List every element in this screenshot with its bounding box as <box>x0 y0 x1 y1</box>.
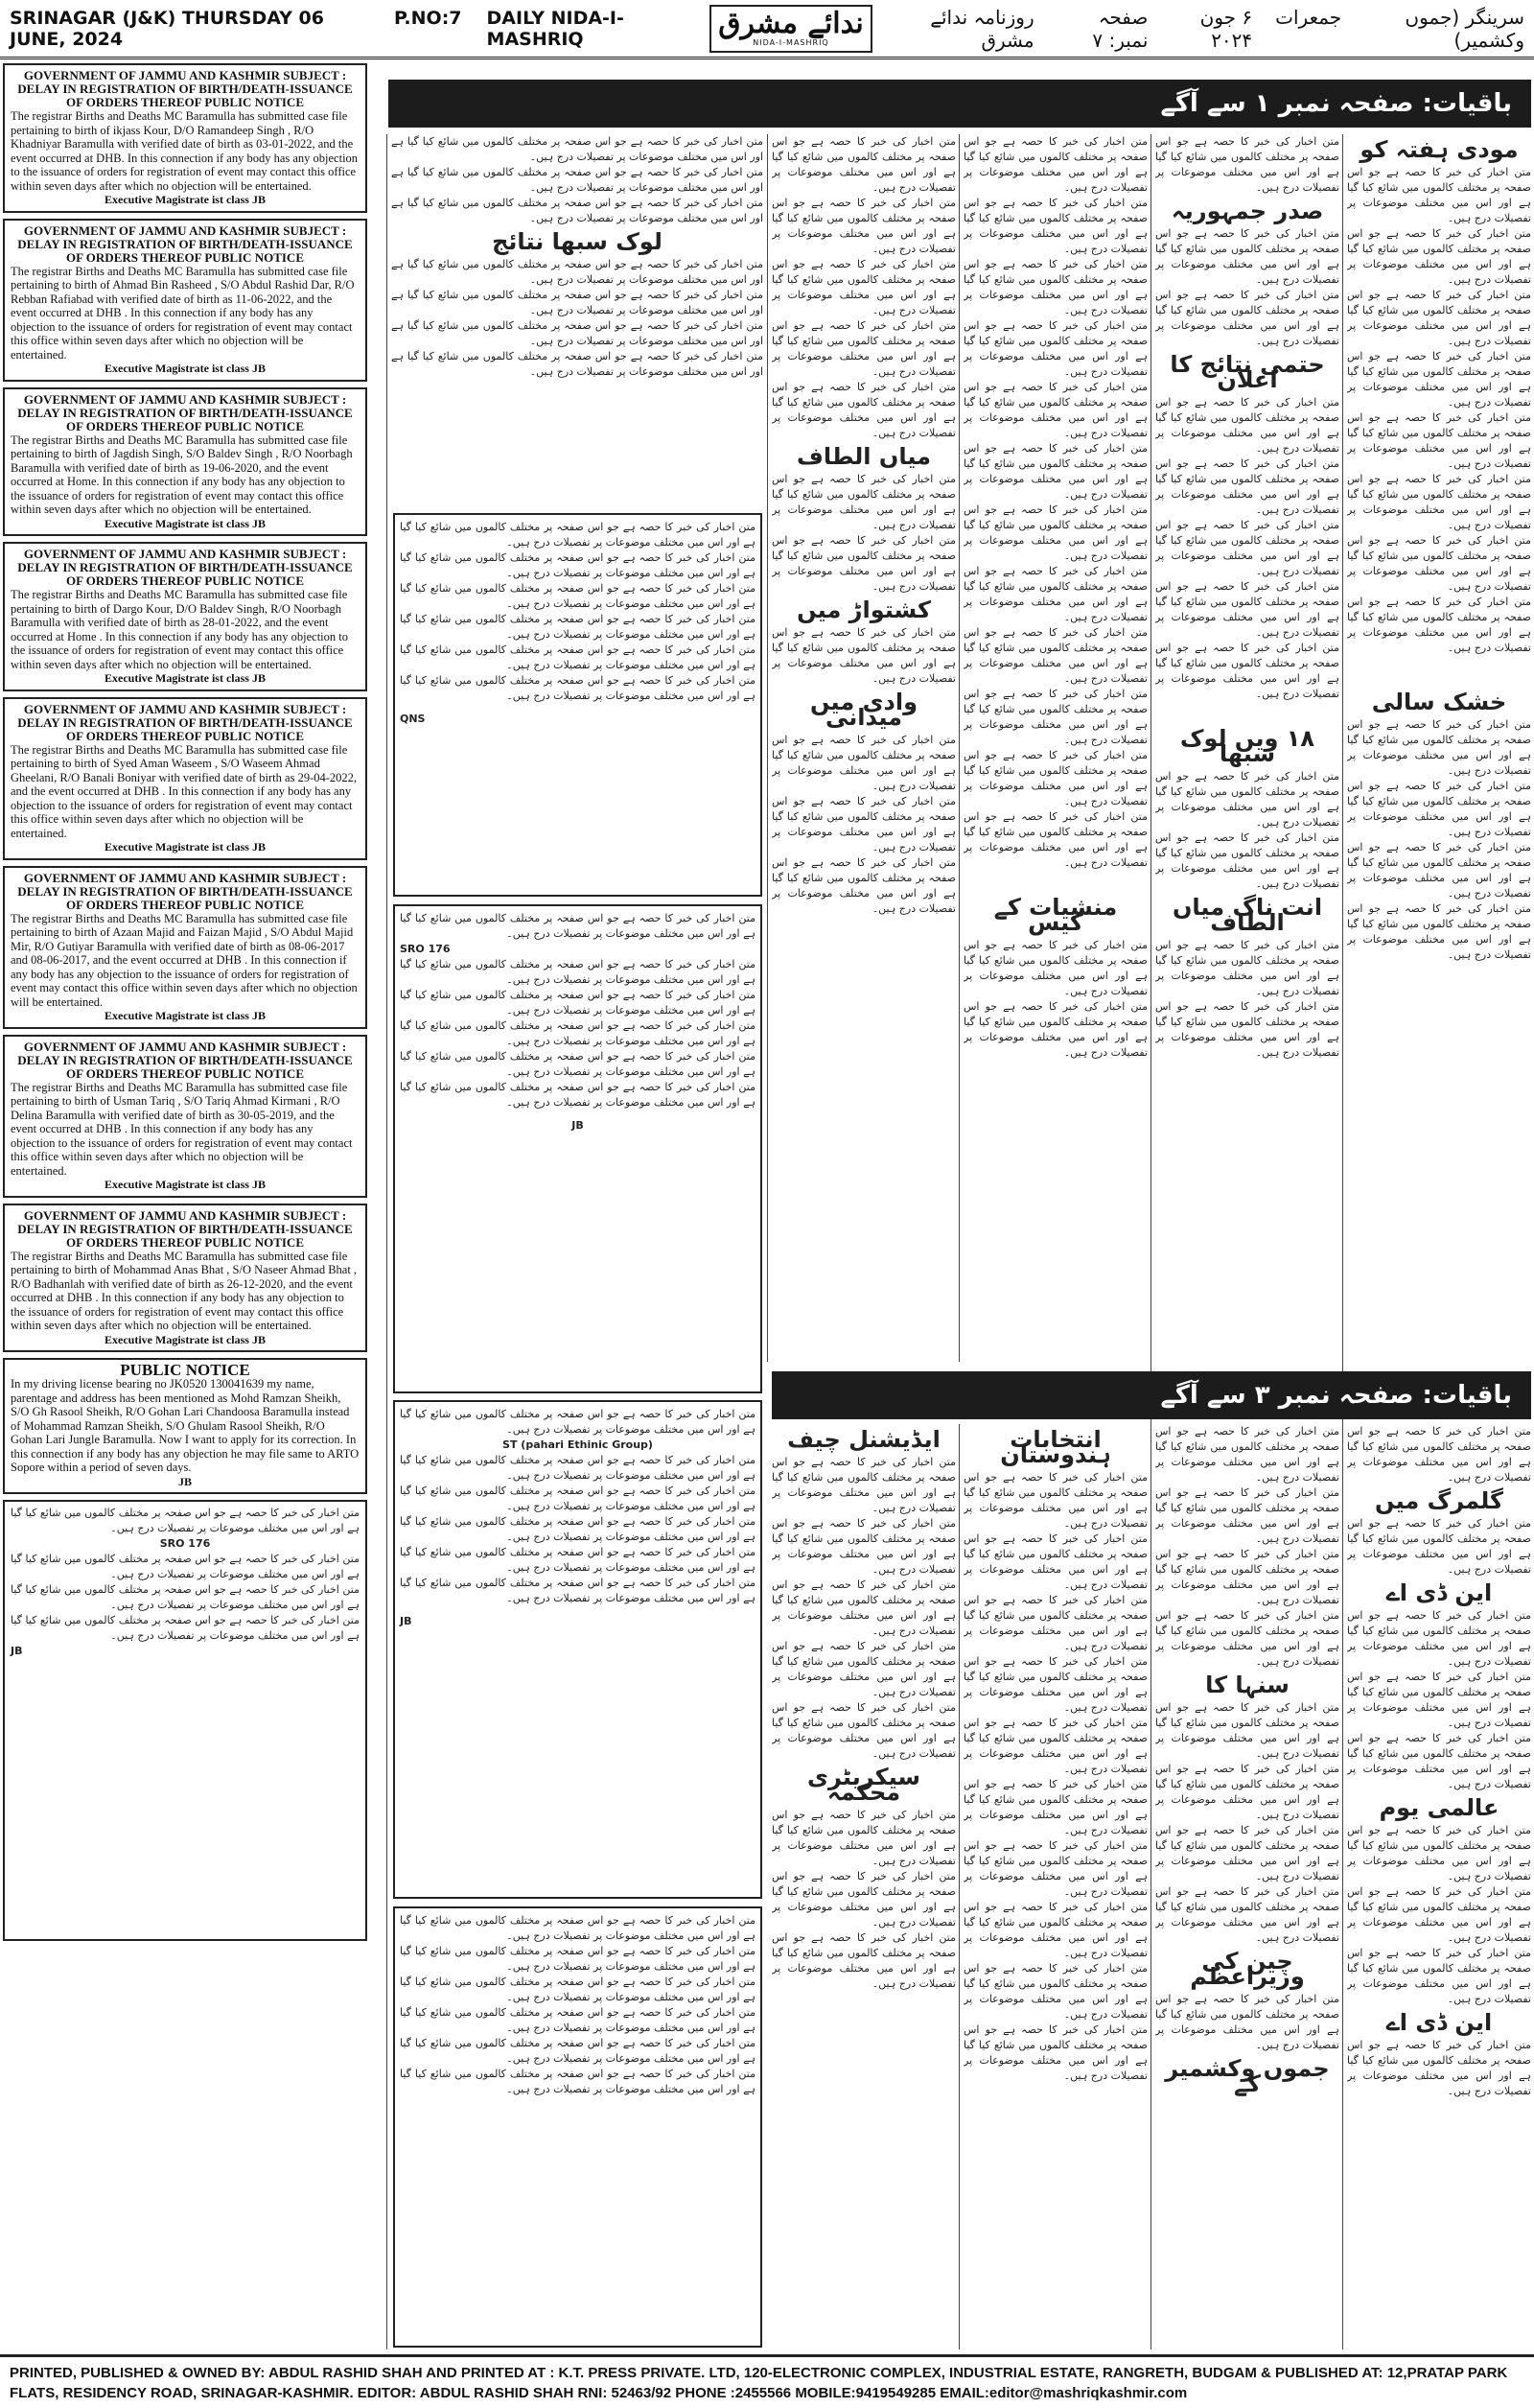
column-rule <box>1342 134 1343 2350</box>
notice-heading: GOVERNMENT OF JAMMU AND KASHMIR SUBJECT : DELAY IN REGISTRATION OF BIRTH/DEATH-ISSUANCE OF ORDERS THEREOF PUBLIC NOTICE <box>17 547 353 588</box>
urdu-text: متن اخبار کی خبر کا حصہ ہے جو اس صفحہ پر مختلف کالموں میں شائع کیا گیا ہے اور اس میں مختلف موضوعات پر تفصیلات درج ہیں۔ <box>1155 1548 1339 1606</box>
urdu-text: متن اخبار کی خبر کا حصہ ہے جو اس صفحہ پر مختلف کالموں میں شائع کیا گیا ہے اور اس میں مختلف موضوعات پر تفصیلات درج ہیں۔ <box>1347 1885 1531 1944</box>
notice-signature: Executive Magistrate ist class JB <box>105 1009 266 1022</box>
urdu-text: متن اخبار کی خبر کا حصہ ہے جو اس صفحہ پر مختلف کالموں میں شائع کیا گیا ہے اور اس میں مختلف موضوعات پر تفصیلات درج ہیں۔ <box>772 135 956 194</box>
continued-from-page-3-band <box>772 1371 1531 1419</box>
notice-body: The registrar Births and Deaths MC Baramulla has submitted case file pertaining to birth of Azaan Majid and Faizan Majid , S/O Abdul Majid Mir, R/O Gutiyar Baramulla with verified date of birth as 08-06-2017 and 08-06-2017, and the event occurred at DHB . In this connection if any body has any objection to the issuance of orders for registration of event may contact this office within seven days after which no objection will be entertained. <box>11 911 358 1009</box>
headline-khushk: خشک سالی <box>1371 689 1507 715</box>
urdu-text: متن اخبار کی خبر کا حصہ ہے جو اس صفحہ پر مختلف کالموں میں شائع کیا گیا ہے اور اس میں مختلف موضوعات پر تفصیلات درج ہیں۔ <box>1155 1486 1339 1545</box>
license-notice <box>3 1358 367 1494</box>
headline-lok: لوک سبھا نتائج <box>492 228 662 255</box>
urdu-text: متن اخبار کی خبر کا حصہ ہے جو اس صفحہ پر مختلف کالموں میں شائع کیا گیا ہے اور اس میں مختلف موضوعات پر تفصیلات درج ہیں۔ <box>1347 1671 1531 1729</box>
column-lok <box>391 134 763 508</box>
notice-heading: GOVERNMENT OF JAMMU AND KASHMIR SUBJECT : DELAY IN REGISTRATION OF BIRTH/DEATH-ISSUANCE OF ORDERS THEREOF PUBLIC NOTICE <box>17 222 353 265</box>
notice-heading: GOVERNMENT OF JAMMU AND KASHMIR SUBJECT : DELAY IN REGISTRATION OF BIRTH/DEATH-ISSUANCE OF ORDERS THEREOF PUBLIC NOTICE <box>17 701 353 743</box>
urdu-text: متن اخبار کی خبر کا حصہ ہے جو اس صفحہ پر مختلف کالموں میں شائع کیا گیا ہے اور اس میں مختلف موضوعات پر تفصیلات درج ہیں۔ <box>1347 166 1531 224</box>
headline-lok18: ۱۸ ویں لوک سبھا <box>1179 725 1315 767</box>
urdu-text: متن اخبار کی خبر کا حصہ ہے جو اس صفحہ پر مختلف کالموں میں شائع کیا گیا ہے اور اس میں مختلف موضوعات پر تفصیلات درج ہیں۔ <box>1155 457 1339 516</box>
urdu-text: متن اخبار کی خبر کا حصہ ہے جو اس صفحہ پر مختلف کالموں میں شائع کیا گیا ہے اور اس میں مختلف موضوعات پر تفصیلات درج ہیں۔ <box>772 856 956 915</box>
city-date: SRINAGAR (J&K) THURSDAY 06 JUNE, 2024 <box>10 7 324 50</box>
urdu-text: متن اخبار کی خبر کا حصہ ہے جو اس صفحہ پر مختلف کالموں میں شائع کیا گیا ہے اور اس میں مختلف موضوعات پر تفصیلات درج ہیں۔ <box>1155 1993 1339 2051</box>
column-rule <box>386 134 387 2350</box>
urdu-text: متن اخبار کی خبر کا حصہ ہے جو اس صفحہ پر مختلف کالموں میں شائع کیا گیا ہے اور اس میں مختلف موضوعات پر تفصیلات درج ہیں۔ <box>400 1577 755 1604</box>
urdu-text: متن اخبار کی خبر کا حصہ ہے جو اس صفحہ پر مختلف کالموں میں شائع کیا گیا ہے اور اس میں مختلف موضوعات پر تفصیلات درج ہیں۔ <box>772 1809 956 1867</box>
qns-label: QNS <box>400 713 426 725</box>
urdu-text: متن اخبار کی خبر کا حصہ ہے جو اس صفحہ پر مختلف کالموں میں شائع کیا گیا ہے اور اس میں مختلف موضوعات پر تفصیلات درج ہیں۔ <box>1155 1000 1339 1059</box>
license-body: In my driving license bearing no JK0520 130041639 my name, parentage and address has been mentioned as Mohd Ramzan Sheikh, S/O Gh Rasool Sheikh, R/O Gohan Lari Chandoosa Baramulla instead of Mohammad Ramzan Sheikh, S/O Ghulam Rasool Sheikh, R/O Gohan Lari Jungle Baramulla. Now I want to apply for its correction. In this connection if any body has any objection he may file same to ARTO Sopore within a period of seven days. <box>11 1377 360 1474</box>
urdu-text: متن اخبار کی خبر کا حصہ ہے جو اس صفحہ پر مختلف کالموں میں شائع کیا گیا ہے اور اس میں مختلف موضوعات پر تفصیلات درج ہیں۔ <box>1347 289 1531 347</box>
urdu-text: متن اخبار کی خبر کا حصہ ہے جو اس صفحہ پر مختلف کالموں میں شائع کیا گیا ہے اور اس میں مختلف موضوعات پر تفصیلات درج ہیں۔ <box>391 197 763 224</box>
urdu-text: متن اخبار کی خبر کا حصہ ہے جو اس صفحہ پر مختلف کالموں میں شائع کیا گیا ہے اور اس میں مختلف موضوعات پر تفصیلات درج ہیں۔ <box>11 1507 360 1534</box>
public-notice <box>3 542 367 691</box>
urdu-text: متن اخبار کی خبر کا حصہ ہے جو اس صفحہ پر مختلف کالموں میں شائع کیا گیا ہے اور اس میں مختلف موضوعات پر تفصیلات درج ہیں۔ <box>1347 780 1531 838</box>
jb-label: JB <box>11 1645 23 1657</box>
urdu-text: متن اخبار کی خبر کا حصہ ہے جو اس صفحہ پر مختلف کالموں میں شائع کیا گیا ہے اور اس میں مختلف موضوعات پر تفصیلات درج ہیں۔ <box>772 534 956 593</box>
headline-aalmi: عالمی یوم <box>1379 1794 1499 1821</box>
column-rule <box>959 134 960 1362</box>
logo-english: NIDA-I-MASHRIQ <box>753 38 829 47</box>
notice-signature: Executive Magistrate ist class JB <box>105 193 266 206</box>
urdu-text: متن اخبار کی خبر کا حصہ ہے جو اس صفحہ پر مختلف کالموں میں شائع کیا گیا ہے اور اس میں مختلف موضوعات پر تفصیلات درج ہیں۔ <box>1347 902 1531 961</box>
urdu-text: متن اخبار کی خبر کا حصہ ہے جو اس صفحہ پر مختلف کالموں میں شائع کیا گیا ہے اور اس میں مختلف موضوعات پر تفصیلات درج ہیں۔ <box>1347 596 1531 654</box>
headline-sadr: صدر جمہوریہ <box>1171 198 1324 224</box>
column-intikhabat <box>964 1424 1148 2350</box>
urdu-text: متن اخبار کی خبر کا حصہ ہے جو اس صفحہ پر مختلف کالموں میں شائع کیا گیا ہے اور اس میں مختلف موضوعات پر تفصیلات درج ہیں۔ <box>391 319 763 347</box>
urdu-text: متن اخبار کی خبر کا حصہ ہے جو اس صفحہ پر مختلف کالموں میں شائع کیا گیا ہے اور اس میں مختلف موضوعات پر تفصیلات درج ہیں۔ <box>772 473 956 531</box>
urdu-text: متن اخبار کی خبر کا حصہ ہے جو اس صفحہ پر مختلف کالموں میں شائع کیا گیا ہے اور اس میں مختلف موضوعات پر تفصیلات درج ہیں۔ <box>400 643 755 671</box>
urdu-text: متن اخبار کی خبر کا حصہ ہے جو اس صفحہ پر مختلف کالموں میں شائع کیا گیا ہے اور اس میں مختلف موضوعات پر تفصیلات درج ہیں۔ <box>400 989 755 1017</box>
urdu-text: متن اخبار کی خبر کا حصہ ہے جو اس صفحہ پر مختلف کالموں میں شائع کیا گیا ہے اور اس میں مختلف موضوعات پر تفصیلات درج ہیں۔ <box>11 1614 360 1642</box>
headline-secretary: سیکریٹری محکمہ <box>806 1764 921 1806</box>
imprint-footer <box>0 2354 1534 2408</box>
urdu-text: متن اخبار کی خبر کا حصہ ہے جو اس صفحہ پر مختلف کالموں میں شائع کیا گیا ہے اور اس میں مختلف موضوعات پر تفصیلات درج ہیں۔ <box>11 1583 360 1611</box>
urdu-text: متن اخبار کی خبر کا حصہ ہے جو اس صفحہ پر مختلف کالموں میں شائع کیا گیا ہے اور اس میں مختلف موضوعات پر تفصیلات درج ہیں۔ <box>1347 350 1531 409</box>
license-heading: PUBLIC NOTICE <box>120 1361 250 1379</box>
urdu-text: متن اخبار کی خبر کا حصہ ہے جو اس صفحہ پر مختلف کالموں میں شائع کیا گیا ہے اور اس میں مختلف موضوعات پر تفصیلات درج ہیں۔ <box>772 1640 956 1698</box>
urdu-text: متن اخبار کی خبر کا حصہ ہے جو اس صفحہ پر مختلف کالموں میں شائع کیا گیا ہے اور اس میں مختلف موضوعات پر تفصیلات درج ہیں۔ <box>1347 718 1531 777</box>
notice-body: The registrar Births and Deaths MC Baramulla has submitted case file pertaining to birth of ikjass Kour, D/O Ramandeep Singh , R/O Khadniyar Baramulla with verified date of birth as 03-01-2022, and the event occurred at DHB. In this connection if any body has any objection to the issuance of orders for registration of event may contact this office within seven days after which no objection will be entertained. <box>11 109 359 193</box>
urdu-text: متن اخبار کی خبر کا حصہ ہے جو اس صفحہ پر مختلف کالموں میں شائع کیا گیا ہے اور اس میں مختلف موضوعات پر تفصیلات درج ہیں۔ <box>400 1515 755 1543</box>
urdu-text: متن اخبار کی خبر کا حصہ ہے جو اس صفحہ پر مختلف کالموں میں شائع کیا گیا ہے اور اس میں مختلف موضوعات پر تفصیلات درج ہیں۔ <box>964 939 1148 997</box>
urdu-text: متن اخبار کی خبر کا حصہ ہے جو اس صفحہ پر مختلف کالموں میں شائع کیا گیا ہے اور اس میں مختلف موضوعات پر تفصیلات درج ہیں۔ <box>772 319 956 378</box>
public-notice <box>3 1035 367 1198</box>
column-rule <box>1150 134 1151 2350</box>
continued-from-page-1-band <box>388 80 1531 128</box>
urdu-text: متن اخبار کی خبر کا حصہ ہے جو اس صفحہ پر مختلف کالموں میں شائع کیا گیا ہے اور اس میں مختلف موضوعات پر تفصیلات درج ہیں۔ <box>964 1962 1148 2021</box>
urdu-day: جمعرات <box>1275 5 1342 29</box>
urdu-text: متن اخبار کی خبر کا حصہ ہے جو اس صفحہ پر مختلف کالموں میں شائع کیا گیا ہے اور اس میں مختلف موضوعات پر تفصیلات درج ہیں۔ <box>964 442 1148 501</box>
urdu-city: سرینگر (جموں وکشمیر) <box>1405 5 1524 52</box>
urdu-text: متن اخبار کی خبر کا حصہ ہے جو اس صفحہ پر مختلف کالموں میں شائع کیا گیا ہے اور اس میں مختلف موضوعات پر تفصیلات درج ہیں۔ <box>1155 227 1339 286</box>
band-text: باقیات: صفحہ نمبر ۱ سے آگے <box>1160 89 1512 118</box>
urdu-paper: روزنامہ ندائے مشرق <box>930 5 1034 52</box>
urdu-text: متن اخبار کی خبر کا حصہ ہے جو اس صفحہ پر مختلف کالموں میں شائع کیا گیا ہے اور اس میں مختلف موضوعات پر تفصیلات درج ہیں۔ <box>400 1975 755 2003</box>
urdu-text: متن اخبار کی خبر کا حصہ ہے جو اس صفحہ پر مختلف کالموں میں شائع کیا گیا ہے اور اس میں مختلف موضوعات پر تفصیلات درج ہیں۔ <box>400 551 755 579</box>
urdu-legal-box <box>393 1906 762 2348</box>
urdu-text: متن اخبار کی خبر کا حصہ ہے جو اس صفحہ پر مختلف کالموں میں شائع کیا گیا ہے اور اس میں مختلف موضوعات پر تفصیلات درج ہیں۔ <box>400 1485 755 1512</box>
st-group-label: ST (pahari Ethinic Group) <box>502 1438 653 1451</box>
urdu-text: متن اخبار کی خبر کا حصہ ہے جو اس صفحہ پر مختلف کالموں میں شائع کیا گیا ہے اور اس میں مختلف موضوعات پر تفصیلات درج ہیں۔ <box>391 166 763 194</box>
page-number: P.NO:7 <box>394 7 462 29</box>
urdu-text: متن اخبار کی خبر کا حصہ ہے جو اس صفحہ پر مختلف کالموں میں شائع کیا گیا ہے اور اس میں مختلف موضوعات پر تفصیلات درج ہیں۔ <box>1155 831 1339 890</box>
notice-body: The registrar Births and Deaths MC Baramulla has submitted case file pertaining to birth of Jagdish Singh, S/O Baldev Singh , R/O Noorbagh Baramulla with verified date of birth as 19-06-2020, and the event occurred at Home. In this connection if any body has any objection to the issuance of orders for registration of event may contact this office within seven days after which no objection will be entertained. <box>11 433 353 516</box>
urdu-text: متن اخبار کی خبر کا حصہ ہے جو اس صفحہ پر مختلف کالموں میں شائع کیا گیا ہے اور اس میں مختلف موضوعات پر تفصیلات درج ہیں۔ <box>964 1471 1148 1530</box>
urdu-text: متن اخبار کی خبر کا حصہ ہے جو اس صفحہ پر مختلف کالموں میں شائع کیا گیا ہے اور اس میں مختلف موضوعات پر تفصیلات درج ہیں۔ <box>964 1594 1148 1652</box>
logo <box>709 5 872 53</box>
urdu-text: متن اخبار کی خبر کا حصہ ہے جو اس صفحہ پر مختلف کالموں میں شائع کیا گیا ہے اور اس میں مختلف موضوعات پر تفصیلات درج ہیں۔ <box>964 626 1148 685</box>
urdu-text: متن اخبار کی خبر کا حصہ ہے جو اس صفحہ پر مختلف کالموں میں شائع کیا گیا ہے اور اس میں مختلف موضوعات پر تفصیلات درج ہیں۔ <box>1155 580 1339 639</box>
urdu-text: متن اخبار کی خبر کا حصہ ہے جو اس صفحہ پر مختلف کالموں میں شائع کیا گیا ہے اور اس میں مختلف موضوعات پر تفصیلات درج ہیں۔ <box>11 1553 360 1580</box>
headline-chin: چین کی وزیراعظم <box>1190 1948 1305 1990</box>
urdu-text: متن اخبار کی خبر کا حصہ ہے جو اس صفحہ پر مختلف کالموں میں شائع کیا گیا ہے اور اس میں مختلف موضوعات پر تفصیلات درج ہیں۔ <box>391 289 763 316</box>
notice-signature: Executive Magistrate ist class JB <box>105 1178 266 1191</box>
urdu-text: متن اخبار کی خبر کا حصہ ہے جو اس صفحہ پر مختلف کالموں میں شائع کیا گیا ہے اور اس میں مختلف موضوعات پر تفصیلات درج ہیں۔ <box>400 521 755 549</box>
notice-heading: GOVERNMENT OF JAMMU AND KASHMIR SUBJECT : DELAY IN REGISTRATION OF BIRTH/DEATH-ISSUANCE OF ORDERS THEREOF PUBLIC NOTICE <box>17 68 353 109</box>
urdu-text: متن اخبار کی خبر کا حصہ ہے جو اس صفحہ پر مختلف کالموں میں شائع کیا گیا ہے اور اس میں مختلف موضوعات پر تفصیلات درج ہیں۔ <box>391 258 763 286</box>
urdu-text: متن اخبار کی خبر کا حصہ ہے جو اس صفحہ پر مختلف کالموں میں شائع کیا گیا ہے اور اس میں مختلف موضوعات پر تفصیلات درج ہیں۔ <box>1347 1824 1531 1882</box>
urdu-text: متن اخبار کی خبر کا حصہ ہے جو اس صفحہ پر مختلف کالموں میں شائع کیا گیا ہے اور اس میں مختلف موضوعات پر تفصیلات درج ہیں۔ <box>400 1081 755 1109</box>
headline-tang: انت ناگ میاں الطاف <box>1172 894 1323 936</box>
urdu-text: متن اخبار کی خبر کا حصہ ہے جو اس صفحہ پر مختلف کالموں میں شائع کیا گیا ہے اور اس میں مختلف موضوعات پر تفصیلات درج ہیں۔ <box>400 582 755 610</box>
urdu-text: متن اخبار کی خبر کا حصہ ہے جو اس صفحہ پر مختلف کالموں میں شائع کیا گیا ہے اور اس میں مختلف موضوعات پر تفصیلات درج ہیں۔ <box>400 1408 755 1436</box>
headline-nda2: این ڈی اے <box>1385 2009 1493 2036</box>
urdu-text: متن اخبار کی خبر کا حصہ ہے جو اس صفحہ پر مختلف کالموں میں شائع کیا گیا ہے اور اس میں مختلف موضوعات پر تفصیلات درج ہیں۔ <box>1155 1763 1339 1821</box>
urdu-text: متن اخبار کی خبر کا حصہ ہے جو اس صفحہ پر مختلف کالموں میں شائع کیا گیا ہے اور اس میں مختلف موضوعات پر تفصیلات درج ہیں۔ <box>1155 519 1339 577</box>
urdu-text: متن اخبار کی خبر کا حصہ ہے جو اس صفحہ پر مختلف کالموں میں شائع کیا گیا ہے اور اس میں مختلف موضوعات پر تفصیلات درج ہیں۔ <box>1155 1425 1339 1484</box>
urdu-text: متن اخبار کی خبر کا حصہ ہے جو اس صفحہ پر مختلف کالموں میں شائع کیا گیا ہے اور اس میں مختلف موضوعات پر تفصیلات درج ہیں۔ <box>772 197 956 255</box>
column-gulmarg <box>1347 1424 1531 2350</box>
urdu-legal-box <box>393 1400 762 1899</box>
urdu-legal-box <box>393 513 762 897</box>
urdu-text: متن اخبار کی خبر کا حصہ ہے جو اس صفحہ پر مختلف کالموں میں شائع کیا گیا ہے اور اس میں مختلف موضوعات پر تفصیلات درج ہیں۔ <box>964 135 1148 194</box>
urdu-page: صفحہ نمبر: ۷ <box>1092 5 1149 52</box>
urdu-text: متن اخبار کی خبر کا حصہ ہے جو اس صفحہ پر مختلف کالموں میں شائع کیا گیا ہے اور اس میں مختلف موضوعات پر تفصیلات درج ہیں۔ <box>964 565 1148 623</box>
urdu-text: متن اخبار کی خبر کا حصہ ہے جو اس صفحہ پر مختلف کالموں میں شائع کیا گیا ہے اور اس میں مختلف موضوعات پر تفصیلات درج ہیں۔ <box>1347 227 1531 286</box>
urdu-text: متن اخبار کی خبر کا حصہ ہے جو اس صفحہ پر مختلف کالموں میں شائع کیا گیا ہے اور اس میں مختلف موضوعات پر تفصیلات درج ہیں۔ <box>772 626 956 685</box>
notice-heading: GOVERNMENT OF JAMMU AND KASHMIR SUBJECT : DELAY IN REGISTRATION OF BIRTH/DEATH-ISSUANCE OF ORDERS THEREOF PUBLIC NOTICE <box>17 1207 353 1250</box>
headline-modi: مودی ہفتہ کو <box>1360 136 1519 163</box>
headline-nda1: این ڈی اے <box>1385 1579 1493 1606</box>
urdu-text: متن اخبار کی خبر کا حصہ ہے جو اس صفحہ پر مختلف کالموں میں شائع کیا گیا ہے اور اس میں مختلف موضوعات پر تفصیلات درج ہیں۔ <box>964 810 1148 869</box>
urdu-text: متن اخبار کی خبر کا حصہ ہے جو اس صفحہ پر مختلف کالموں میں شائع کیا گیا ہے اور اس میں مختلف موضوعات پر تفصیلات درج ہیں۔ <box>1155 939 1339 997</box>
public-notice <box>3 1204 367 1353</box>
headline-mian: میاں الطاف <box>796 443 931 470</box>
urdu-text: متن اخبار کی خبر کا حصہ ہے جو اس صفحہ پر مختلف کالموں میں شائع کیا گیا ہے اور اس میں مختلف موضوعات پر تفصیلات درج ہیں۔ <box>1347 2039 1531 2097</box>
headline-gulmarg: گلمرگ میں <box>1375 1487 1503 1514</box>
urdu-text: متن اخبار کی خبر کا حصہ ہے جو اس صفحہ پر مختلف کالموں میں شائع کیا گیا ہے اور اس میں مختلف موضوعات پر تفصیلات درج ہیں۔ <box>1155 396 1339 455</box>
imprint-line-2: FLATS, RESIDENCY ROAD, SRINAGAR-KASHMIR. EDITOR: ABDUL RASHID SHAH RNI: 52463/92 PHONE :2455566 MOBILE:9419549285 EMAIL:editor@mashriqkashmir.com <box>10 2385 1188 2401</box>
column-additional <box>772 1424 956 2350</box>
jb-label: JB <box>571 1119 584 1132</box>
urdu-text: متن اخبار کی خبر کا حصہ ہے جو اس صفحہ پر مختلف کالموں میں شائع کیا گیا ہے اور اس میں مختلف موضوعات پر تفصیلات درج ہیں۔ <box>964 381 1148 439</box>
urdu-text: متن اخبار کی خبر کا حصہ ہے جو اس صفحہ پر مختلف کالموں میں شائع کیا گیا ہے اور اس میں مختلف موضوعات پر تفصیلات درج ہیں۔ <box>772 1517 956 1576</box>
headline-jk: جموں وکشمیر کے <box>1165 2055 1330 2097</box>
headline-intikhabat: انتخابات ہندوستان <box>1000 1426 1111 1468</box>
urdu-text: متن اخبار کی خبر کا حصہ ہے جو اس صفحہ پر مختلف کالموں میں شائع کیا گیا ہے اور اس میں مختلف موضوعات پر تفصیلات درج ہیں۔ <box>400 2037 755 2065</box>
paper-name: DAILY NIDA-I-MASHRIQ <box>486 7 624 50</box>
urdu-text: متن اخبار کی خبر کا حصہ ہے جو اس صفحہ پر مختلف کالموں میں شائع کیا گیا ہے اور اس میں مختلف موضوعات پر تفصیلات درج ہیں۔ <box>964 688 1148 746</box>
urdu-text: متن اخبار کی خبر کا حصہ ہے جو اس صفحہ پر مختلف کالموں میں شائع کیا گیا ہے اور اس میں مختلف موضوعات پر تفصیلات درج ہیں۔ <box>772 1456 956 1514</box>
headline-additional: ایڈیشنل چیف <box>787 1426 941 1453</box>
notice-body: The registrar Births and Deaths MC Baramulla has submitted case file pertaining to birth of Syed Aman Waseem , S/O Waseem Ahmad Gheelani, R/O Banali Boniyar with verified date of birth as 29-04-2022, and the event occurred at DHB . In this connection if any body has any objection to the issuance of orders for registration of event may contact this office within seven days after which no objection will be entertained. <box>11 742 358 840</box>
headline-munshiyat: منشیات کے کیس <box>993 894 1118 936</box>
urdu-text: متن اخبار کی خبر کا حصہ ہے جو اس صفحہ پر مختلف کالموں میں شائع کیا گیا ہے اور اس میں مختلف موضوعات پر تفصیلات درج ہیں۔ <box>964 1655 1148 1714</box>
notice-signature: Executive Magistrate ist class JB <box>105 840 266 853</box>
urdu-text: متن اخبار کی خبر کا حصہ ہے جو اس صفحہ پر مختلف کالموں میں شائع کیا گیا ہے اور اس میں مختلف موضوعات پر تفصیلات درج ہیں۔ <box>391 135 763 163</box>
masthead <box>0 0 1534 59</box>
public-notice <box>3 219 367 382</box>
urdu-text: متن اخبار کی خبر کا حصہ ہے جو اس صفحہ پر مختلف کالموں میں شائع کیا گیا ہے اور اس میں مختلف موضوعات پر تفصیلات درج ہیں۔ <box>772 258 956 316</box>
urdu-text: متن اخبار کی خبر کا حصہ ہے جو اس صفحہ پر مختلف کالموں میں شائع کیا گیا ہے اور اس میں مختلف موضوعات پر تفصیلات درج ہیں۔ <box>964 1778 1148 1836</box>
urdu-text: متن اخبار کی خبر کا حصہ ہے جو اس صفحہ پر مختلف کالموں میں شائع کیا گیا ہے اور اس میں مختلف موضوعات پر تفصیلات درج ہیں۔ <box>772 1578 956 1637</box>
urdu-text: متن اخبار کی خبر کا حصہ ہے جو اس صفحہ پر مختلف کالموں میں شائع کیا گیا ہے اور اس میں مختلف موضوعات پر تفصیلات درج ہیں۔ <box>400 2068 755 2095</box>
imprint-line-1: PRINTED, PUBLISHED & OWNED BY: ABDUL RASHID SHAH AND PRINTED AT : K.T. PRESS PRIVATE. LTD, 120-ELECTRONIC COMPLEX, INDUSTRIAL ESTATE, RANGRETH, BUDGAM & PUBLISHED AT: 12,PRATAP PARK <box>10 2365 1508 2381</box>
urdu-text: متن اخبار کی خبر کا حصہ ہے جو اس صفحہ پر مختلف کالموں میں شائع کیا گیا ہے اور اس میں مختلف موضوعات پر تفصیلات درج ہیں۔ <box>1347 534 1531 593</box>
urdu-text: متن اخبار کی خبر کا حصہ ہے جو اس صفحہ پر مختلف کالموں میں شائع کیا گیا ہے اور اس میں مختلف موضوعات پر تفصیلات درج ہیں۔ <box>1347 473 1531 531</box>
headline-sonaha: سنہا کا <box>1205 1672 1290 1698</box>
sro-label: SRO 176 <box>159 1537 211 1550</box>
urdu-text: متن اخبار کی خبر کا حصہ ہے جو اس صفحہ پر مختلف کالموں میں شائع کیا گیا ہے اور اس میں مختلف موضوعات پر تفصیلات درج ہیں۔ <box>772 734 956 792</box>
urdu-text: متن اخبار کی خبر کا حصہ ہے جو اس صفحہ پر مختلف کالموں میں شائع کیا گیا ہے اور اس میں مختلف موضوعات پر تفصیلات درج ہیں۔ <box>964 1839 1148 1898</box>
urdu-text: متن اخبار کی خبر کا حصہ ہے جو اس صفحہ پر مختلف کالموں میں شائع کیا گیا ہے اور اس میں مختلف موضوعات پر تفصیلات درج ہیں۔ <box>964 749 1148 807</box>
column-rule <box>959 1424 960 2350</box>
urdu-legal-box <box>393 904 762 1393</box>
notice-body: The registrar Births and Deaths MC Baramulla has submitted case file pertaining to birth of Usman Tariq , S/O Tariq Ahmad Kirmani , R/O Delina Baramulla with verified date of birth as 30-05-2019, and the event occurred at DHB . In this connection if any body has any objection to the issuance of orders for registration of event may contact this office within seven days after which no objection will be entertained. <box>11 1080 353 1178</box>
urdu-text: متن اخبار کی خبر کا حصہ ہے جو اس صفحہ پر مختلف کالموں میں شائع کیا گیا ہے اور اس میں مختلف موضوعات پر تفصیلات درج ہیں۔ <box>1155 1609 1339 1668</box>
urdu-text: متن اخبار کی خبر کا حصہ ہے جو اس صفحہ پر مختلف کالموں میں شائع کیا گیا ہے اور اس میں مختلف موضوعات پر تفصیلات درج ہیں۔ <box>1155 770 1339 829</box>
urdu-text: متن اخبار کی خبر کا حصہ ہے جو اس صفحہ پر مختلف کالموں میں شائع کیا گیا ہے اور اس میں مختلف موضوعات پر تفصیلات درج ہیں۔ <box>1155 1701 1339 1760</box>
urdu-legal-notice <box>3 1500 367 1941</box>
urdu-text: متن اخبار کی خبر کا حصہ ہے جو اس صفحہ پر مختلف کالموں میں شائع کیا گیا ہے اور اس میں مختلف موضوعات پر تفصیلات درج ہیں۔ <box>772 795 956 853</box>
urdu-text: متن اخبار کی خبر کا حصہ ہے جو اس صفحہ پر مختلف کالموں میں شائع کیا گیا ہے اور اس میں مختلف موضوعات پر تفصیلات درج ہیں۔ <box>400 2006 755 2034</box>
urdu-date: ۶ جون ۲۰۲۴ <box>1199 5 1253 52</box>
column-sonaha <box>1155 1424 1339 2350</box>
urdu-text: متن اخبار کی خبر کا حصہ ہے جو اس صفحہ پر مختلف کالموں میں شائع کیا گیا ہے اور اس میں مختلف موضوعات پر تفصیلات درج ہیں۔ <box>964 1000 1148 1059</box>
urdu-text: متن اخبار کی خبر کا حصہ ہے جو اس صفحہ پر مختلف کالموں میں شائع کیا گیا ہے اور اس میں مختلف موضوعات پر تفصیلات درج ہیں۔ <box>1347 1732 1531 1790</box>
sro-label: SRO 176 <box>400 943 451 955</box>
notice-signature: Executive Magistrate ist class JB <box>105 362 266 375</box>
urdu-text: متن اخبار کی خبر کا حصہ ہے جو اس صفحہ پر مختلف کالموں میں شائع کیا گیا ہے اور اس میں مختلف موضوعات پر تفصیلات درج ہیں۔ <box>1347 1947 1531 2005</box>
urdu-text: متن اخبار کی خبر کا حصہ ہے جو اس صفحہ پر مختلف کالموں میں شائع کیا گیا ہے اور اس میں مختلف موضوعات پر تفصیلات درج ہیں۔ <box>400 674 755 702</box>
notice-heading: GOVERNMENT OF JAMMU AND KASHMIR SUBJECT : DELAY IN REGISTRATION OF BIRTH/DEATH-ISSUANCE OF ORDERS THEREOF PUBLIC NOTICE <box>17 391 353 433</box>
urdu-text: متن اخبار کی خبر کا حصہ ہے جو اس صفحہ پر مختلف کالموں میں شائع کیا گیا ہے اور اس میں مختلف موضوعات پر تفصیلات درج ہیں۔ <box>400 912 755 940</box>
urdu-text: متن اخبار کی خبر کا حصہ ہے جو اس صفحہ پر مختلف کالموں میں شائع کیا گیا ہے اور اس میں مختلف موضوعات پر تفصیلات درج ہیں۔ <box>400 1945 755 1973</box>
notice-body: The registrar Births and Deaths MC Baramulla has submitted case file pertaining to birth of Dargo Kour, D/O Baldev Singh, R/O Noorbagh Baramulla with verified date of birth as 28-01-2022, and the event occurred at Home . In this connection if any body has any objection to the issuance of orders for registration of event may contact this office within seven days after which no objection will be entertained. <box>11 588 348 671</box>
urdu-text: متن اخبار کی خبر کا حصہ ہے جو اس صفحہ پر مختلف کالموں میں شائع کیا گیا ہے اور اس میں مختلف موضوعات پر تفصیلات درج ہیں۔ <box>964 197 1148 255</box>
urdu-text: متن اخبار کی خبر کا حصہ ہے جو اس صفحہ پر مختلف کالموں میں شائع کیا گیا ہے اور اس میں مختلف موضوعات پر تفصیلات درج ہیں۔ <box>1155 1824 1339 1882</box>
urdu-text: متن اخبار کی خبر کا حصہ ہے جو اس صفحہ پر مختلف کالموں میں شائع کیا گیا ہے اور اس میں مختلف موضوعات پر تفصیلات درج ہیں۔ <box>1347 841 1531 900</box>
urdu-text: متن اخبار کی خبر کا حصہ ہے جو اس صفحہ پر مختلف کالموں میں شائع کیا گیا ہے اور اس میں مختلف موضوعات پر تفصیلات درج ہیں۔ <box>964 1901 1148 1959</box>
masthead-left <box>10 8 681 50</box>
urdu-text: متن اخبار کی خبر کا حصہ ہے جو اس صفحہ پر مختلف کالموں میں شائع کیا گیا ہے اور اس میں مختلف موضوعات پر تفصیلات درج ہیں۔ <box>964 2023 1148 2082</box>
urdu-text: متن اخبار کی خبر کا حصہ ہے جو اس صفحہ پر مختلف کالموں میں شائع کیا گیا ہے اور اس میں مختلف موضوعات پر تفصیلات درج ہیں۔ <box>1347 1609 1531 1668</box>
notice-body: The registrar Births and Deaths MC Baramulla has submitted case file pertaining to birth of Ahmad Bin Rasheed , S/O Abdul Rashid Dar, R/O Rebban Rafiabad with verified date of birth as 11-06-2022, and the event occurred at DHB . In this connection if any body has any objection to the issuance of orders for registration of event may contact this office within seven days after which no objection will be entertained. <box>11 264 355 362</box>
urdu-text: متن اخبار کی خبر کا حصہ ہے جو اس صفحہ پر مختلف کالموں میں شائع کیا گیا ہے اور اس میں مختلف موضوعات پر تفصیلات درج ہیں۔ <box>964 1532 1148 1591</box>
urdu-text: متن اخبار کی خبر کا حصہ ہے جو اس صفحہ پر مختلف کالموں میں شائع کیا گیا ہے اور اس میں مختلف موضوعات پر تفصیلات درج ہیں۔ <box>400 1546 755 1574</box>
public-notice <box>3 63 367 213</box>
urdu-text: متن اخبار کی خبر کا حصہ ہے جو اس صفحہ پر مختلف کالموں میں شائع کیا گیا ہے اور اس میں مختلف موضوعات پر تفصیلات درج ہیں۔ <box>772 381 956 439</box>
urdu-text: متن اخبار کی خبر کا حصہ ہے جو اس صفحہ پر مختلف کالموں میں شائع کیا گیا ہے اور اس میں مختلف موضوعات پر تفصیلات درج ہیں۔ <box>1155 135 1339 194</box>
urdu-text: متن اخبار کی خبر کا حصہ ہے جو اس صفحہ پر مختلف کالموں میں شائع کیا گیا ہے اور اس میں مختلف موضوعات پر تفصیلات درج ہیں۔ <box>964 1717 1148 1775</box>
public-notice <box>3 697 367 860</box>
urdu-text: متن اخبار کی خبر کا حصہ ہے جو اس صفحہ پر مختلف کالموں میں شائع کیا گیا ہے اور اس میں مختلف موضوعات پر تفصیلات درج ہیں۔ <box>772 1870 956 1929</box>
urdu-text: متن اخبار کی خبر کا حصہ ہے جو اس صفحہ پر مختلف کالموں میں شائع کیا گیا ہے اور اس میں مختلف موضوعات پر تفصیلات درج ہیں۔ <box>400 1050 755 1078</box>
urdu-text: متن اخبار کی خبر کا حصہ ہے جو اس صفحہ پر مختلف کالموں میں شائع کیا گیا ہے اور اس میں مختلف موضوعات پر تفصیلات درج ہیں۔ <box>400 958 755 986</box>
urdu-text: متن اخبار کی خبر کا حصہ ہے جو اس صفحہ پر مختلف کالموں میں شائع کیا گیا ہے اور اس میں مختلف موضوعات پر تفصیلات درج ہیں۔ <box>772 1701 956 1760</box>
urdu-text: متن اخبار کی خبر کا حصہ ہے جو اس صفحہ پر مختلف کالموں میں شائع کیا گیا ہے اور اس میں مختلف موضوعات پر تفصیلات درج ہیں۔ <box>964 319 1148 378</box>
column-mian <box>772 134 956 1371</box>
column-sadr <box>1155 134 1339 1371</box>
headline-hatmi: حتمی نتائج کا اعلان <box>1170 351 1325 393</box>
notice-signature: Executive Magistrate ist class JB <box>105 671 266 685</box>
urdu-text: متن اخبار کی خبر کا حصہ ہے جو اس صفحہ پر مختلف کالموں میں شائع کیا گیا ہے اور اس میں مختلف موضوعات پر تفصیلات درج ہیں۔ <box>1155 642 1339 700</box>
jb-label: JB <box>400 1615 412 1627</box>
masthead-right <box>901 6 1524 52</box>
column-rule <box>767 134 768 1362</box>
notice-heading: GOVERNMENT OF JAMMU AND KASHMIR SUBJECT : DELAY IN REGISTRATION OF BIRTH/DEATH-ISSUANCE OF ORDERS THEREOF PUBLIC NOTICE <box>17 1039 353 1081</box>
urdu-text: متن اخبار کی خبر کا حصہ ہے جو اس صفحہ پر مختلف کالموں میں شائع کیا گیا ہے اور اس میں مختلف موضوعات پر تفصیلات درج ہیں۔ <box>1347 411 1531 470</box>
urdu-text: متن اخبار کی خبر کا حصہ ہے جو اس صفحہ پر مختلف کالموں میں شائع کیا گیا ہے اور اس میں مختلف موضوعات پر تفصیلات درج ہیں۔ <box>400 613 755 641</box>
band-text: باقیات: صفحہ نمبر ۳ سے آگے <box>1160 1381 1512 1410</box>
urdu-text: متن اخبار کی خبر کا حصہ ہے جو اس صفحہ پر مختلف کالموں میں شائع کیا گیا ہے اور اس میں مختلف موضوعات پر تفصیلات درج ہیں۔ <box>964 258 1148 316</box>
license-signature: JB <box>177 1474 192 1488</box>
urdu-text: متن اخبار کی خبر کا حصہ ہے جو اس صفحہ پر مختلف کالموں میں شائع کیا گیا ہے اور اس میں مختلف موضوعات پر تفصیلات درج ہیں۔ <box>400 1914 755 1942</box>
urdu-text: متن اخبار کی خبر کا حصہ ہے جو اس صفحہ پر مختلف کالموں میں شائع کیا گیا ہے اور اس میں مختلف موضوعات پر تفصیلات درج ہیں۔ <box>400 1454 755 1482</box>
headline-wadi: وادی میں میدانی <box>809 689 918 731</box>
urdu-text: متن اخبار کی خبر کا حصہ ہے جو اس صفحہ پر مختلف کالموں میں شائع کیا گیا ہے اور اس میں مختلف موضوعات پر تفصیلات درج ہیں۔ <box>400 1019 755 1047</box>
urdu-text: متن اخبار کی خبر کا حصہ ہے جو اس صفحہ پر مختلف کالموں میں شائع کیا گیا ہے اور اس میں مختلف موضوعات پر تفصیلات درج ہیں۔ <box>1155 289 1339 347</box>
logo-urdu: ندائے مشرق <box>718 7 864 40</box>
public-notice <box>3 866 367 1029</box>
urdu-text: متن اخبار کی خبر کا حصہ ہے جو اس صفحہ پر مختلف کالموں میں شائع کیا گیا ہے اور اس میں مختلف موضوعات پر تفصیلات درج ہیں۔ <box>1347 1517 1531 1576</box>
notice-signature: Executive Magistrate ist class JB <box>105 516 266 530</box>
urdu-text: متن اخبار کی خبر کا حصہ ہے جو اس صفحہ پر مختلف کالموں میں شائع کیا گیا ہے اور اس میں مختلف موضوعات پر تفصیلات درج ہیں۔ <box>391 350 763 378</box>
urdu-text: متن اخبار کی خبر کا حصہ ہے جو اس صفحہ پر مختلف کالموں میں شائع کیا گیا ہے اور اس میں مختلف موضوعات پر تفصیلات درج ہیں۔ <box>964 503 1148 562</box>
notice-heading: GOVERNMENT OF JAMMU AND KASHMIR SUBJECT : DELAY IN REGISTRATION OF BIRTH/DEATH-ISSUANCE OF ORDERS THEREOF PUBLIC NOTICE <box>17 870 353 912</box>
public-notice <box>3 387 367 537</box>
column-munshiyat <box>964 134 1148 1371</box>
headline-kishtwar: کشتواڑ میں <box>797 596 931 623</box>
notice-signature: Executive Magistrate ist class JB <box>105 1332 266 1346</box>
right-column <box>1347 134 1531 1371</box>
urdu-text: متن اخبار کی خبر کا حصہ ہے جو اس صفحہ پر مختلف کالموں میں شائع کیا گیا ہے اور اس میں مختلف موضوعات پر تفصیلات درج ہیں۔ <box>772 1931 956 1990</box>
urdu-text: متن اخبار کی خبر کا حصہ ہے جو اس صفحہ پر مختلف کالموں میں شائع کیا گیا ہے اور اس میں مختلف موضوعات پر تفصیلات درج ہیں۔ <box>1347 1425 1531 1484</box>
urdu-text: متن اخبار کی خبر کا حصہ ہے جو اس صفحہ پر مختلف کالموں میں شائع کیا گیا ہے اور اس میں مختلف موضوعات پر تفصیلات درج ہیں۔ <box>1155 1885 1339 1944</box>
notices-column <box>3 63 367 1947</box>
notice-body: The registrar Births and Deaths MC Baramulla has submitted case file pertaining to birth of Mohammad Anas Bhat , S/O Naseer Ahmad Bhat , R/O Badhanlah with verified date of birth as 26-12-2020, and the event occurred at DHB . In this connection if any body has any objection to the issuance of orders for registration of event may contact this office within seven days after which no objection will be entertained. <box>11 1249 358 1332</box>
